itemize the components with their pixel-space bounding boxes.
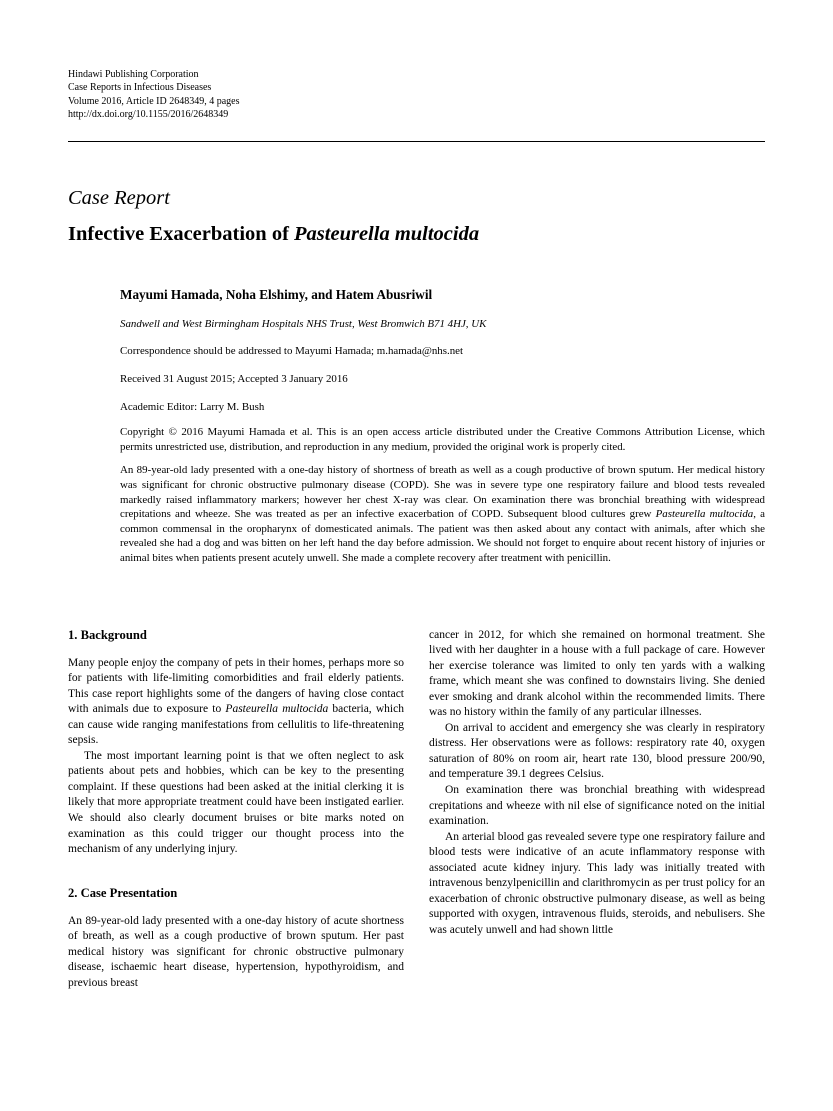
article-type: Case Report: [68, 186, 170, 209]
section-heading-case-presentation: 2. Case Presentation: [68, 885, 178, 900]
volume-info: Volume 2016, Article ID 2648349, 4 pages: [68, 95, 240, 107]
article-title: [68, 222, 765, 247]
page-content: [68, 68, 765, 991]
paragraph: [68, 656, 404, 749]
paragraph-text: bacteria, which can cause wide ranging manifestations from cellulitis to life-threatening sepsis.: [68, 703, 404, 747]
right-column: [429, 628, 765, 992]
affiliation: Sandwell and West Birmingham Hospitals NHS Trust, West Bromwich B71 4HJ, UK: [120, 317, 487, 330]
paragraph: On arrival to accident and emergency she was clearly in respiratory distress. Her observations were as follows: respiratory rate 40, oxygen saturation of 80% on room air, heart rate 130, blood pressure 200/90, and temperature 39.1 degrees Celsius.: [429, 721, 765, 781]
academic-editor: Academic Editor: Larry M. Bush: [120, 400, 265, 413]
paragraph: cancer in 2012, for which she remained on hormonal treatment. She lived with her daughter in a house with a full package of care. However her exercise tolerance was limited to only ten yards with a walking frame, which meant she was confined to downstairs living. She denied ever smoking and drank alcohol within the recommended limits. There was no history within the family of any particular illnesses.: [429, 628, 765, 719]
title-species: Pasteurella multocida: [294, 223, 480, 246]
abstract-species: Pasteurella multocida: [655, 508, 754, 521]
paragraph: On examination there was bronchial breathing with widespread crepitations and wheeze with nil else of significance noted on the initial examination.: [429, 783, 765, 828]
copyright-notice: Copyright © 2016 Mayumi Hamada et al. This is an open access article distributed under the Creative Commons Attribution License, which permits unrestricted use, distribution, and reproduction in any medium, provided the original work is properly cited.: [120, 426, 765, 453]
abstract-text: An 89-year-old lady presented with a one-day history of shortness of breath as well as a cough productive of brown sputum. Her medical history was significant for chronic obstructive pulmonary disease (COPD). She was in severe type one respiratory failure and blood tests revealed markedly raised inflammatory markers; however her chest X-ray was clear. On examination there was bronchial breathing with widespread crepitations and wheeze. She was treated as per an infective exacerbation of COPD. Subsequent blood cultures grew: [120, 464, 765, 521]
species-name: Pasteurella multocida: [225, 703, 329, 716]
article-body: [68, 628, 765, 992]
correspondence: Correspondence should be addressed to Mayumi Hamada; m.hamada@nhs.net: [120, 345, 464, 358]
paragraph: The most important learning point is that we often neglect to ask patients about pets and hobbies, which can be key to the presenting complaint. If these questions had been asked at the initial clerking it is likely that more appropriate treatment could have been instigated earlier. We should also clearly document bruises or bite marks noted on examination as this could trigger our thought process into the mechanism of any underlying injury.: [68, 749, 404, 856]
publisher-header: [68, 68, 765, 122]
abstract-text: , a common commensal in the oropharynx of domesticated animals. The patient was then asked about any contact with animals, after which she revealed she had a dog and was bitten on her left hand the day before admission. We should not forget to enquire about recent history of injuries or animal bites when patients present acutely unwell. She made a complete recovery after treatment with penicillin.: [120, 508, 765, 564]
left-column: [68, 628, 404, 992]
paragraph: An arterial blood gas revealed severe type one respiratory failure and blood tests were indicative of an acute inflammatory response with associated acute kidney injury. This lady was initially treated with intravenous benzylpenicillin and clarithromycin as per trust policy for an exacerbation of chronic obstructive pulmonary disease, as well as being supported with oxygen, intravenous fluids, steroids, and nebulisers. She was acutely unwell and had shown little: [429, 830, 765, 936]
publisher-name: Hindawi Publishing Corporation: [68, 69, 199, 80]
journal-name: Case Reports in Infectious Diseases: [68, 82, 212, 94]
abstract: [120, 463, 765, 565]
header-divider: [68, 141, 765, 142]
authors: Mayumi Hamada, Noha Elshimy, and Hatem Abusriwil: [120, 286, 433, 302]
paragraph-text: Many people enjoy the company of pets in their homes, perhaps more so for patients with life-limiting comorbidities and frail elderly patients. This case report highlights some of the dangers of having close contact with animals due to exposure to: [68, 656, 404, 716]
section-heading-background: 1. Background: [68, 627, 147, 642]
dates-received-accepted: Received 31 August 2015; Accepted 3 January 2016: [120, 372, 348, 385]
front-matter: [120, 287, 765, 566]
doi-url: http://dx.doi.org/10.1155/2016/2648349: [68, 109, 229, 121]
title-text: Infective Exacerbation of: [68, 223, 295, 246]
paragraph: An 89-year-old lady presented with a one-day history of acute shortness of breath, as well as a cough productive of brown sputum. Her past medical history was significant for chronic obstructive pulmonary disease, ischaemic heart disease, hypertension, hypothyroidism, and previous breast: [68, 914, 404, 989]
